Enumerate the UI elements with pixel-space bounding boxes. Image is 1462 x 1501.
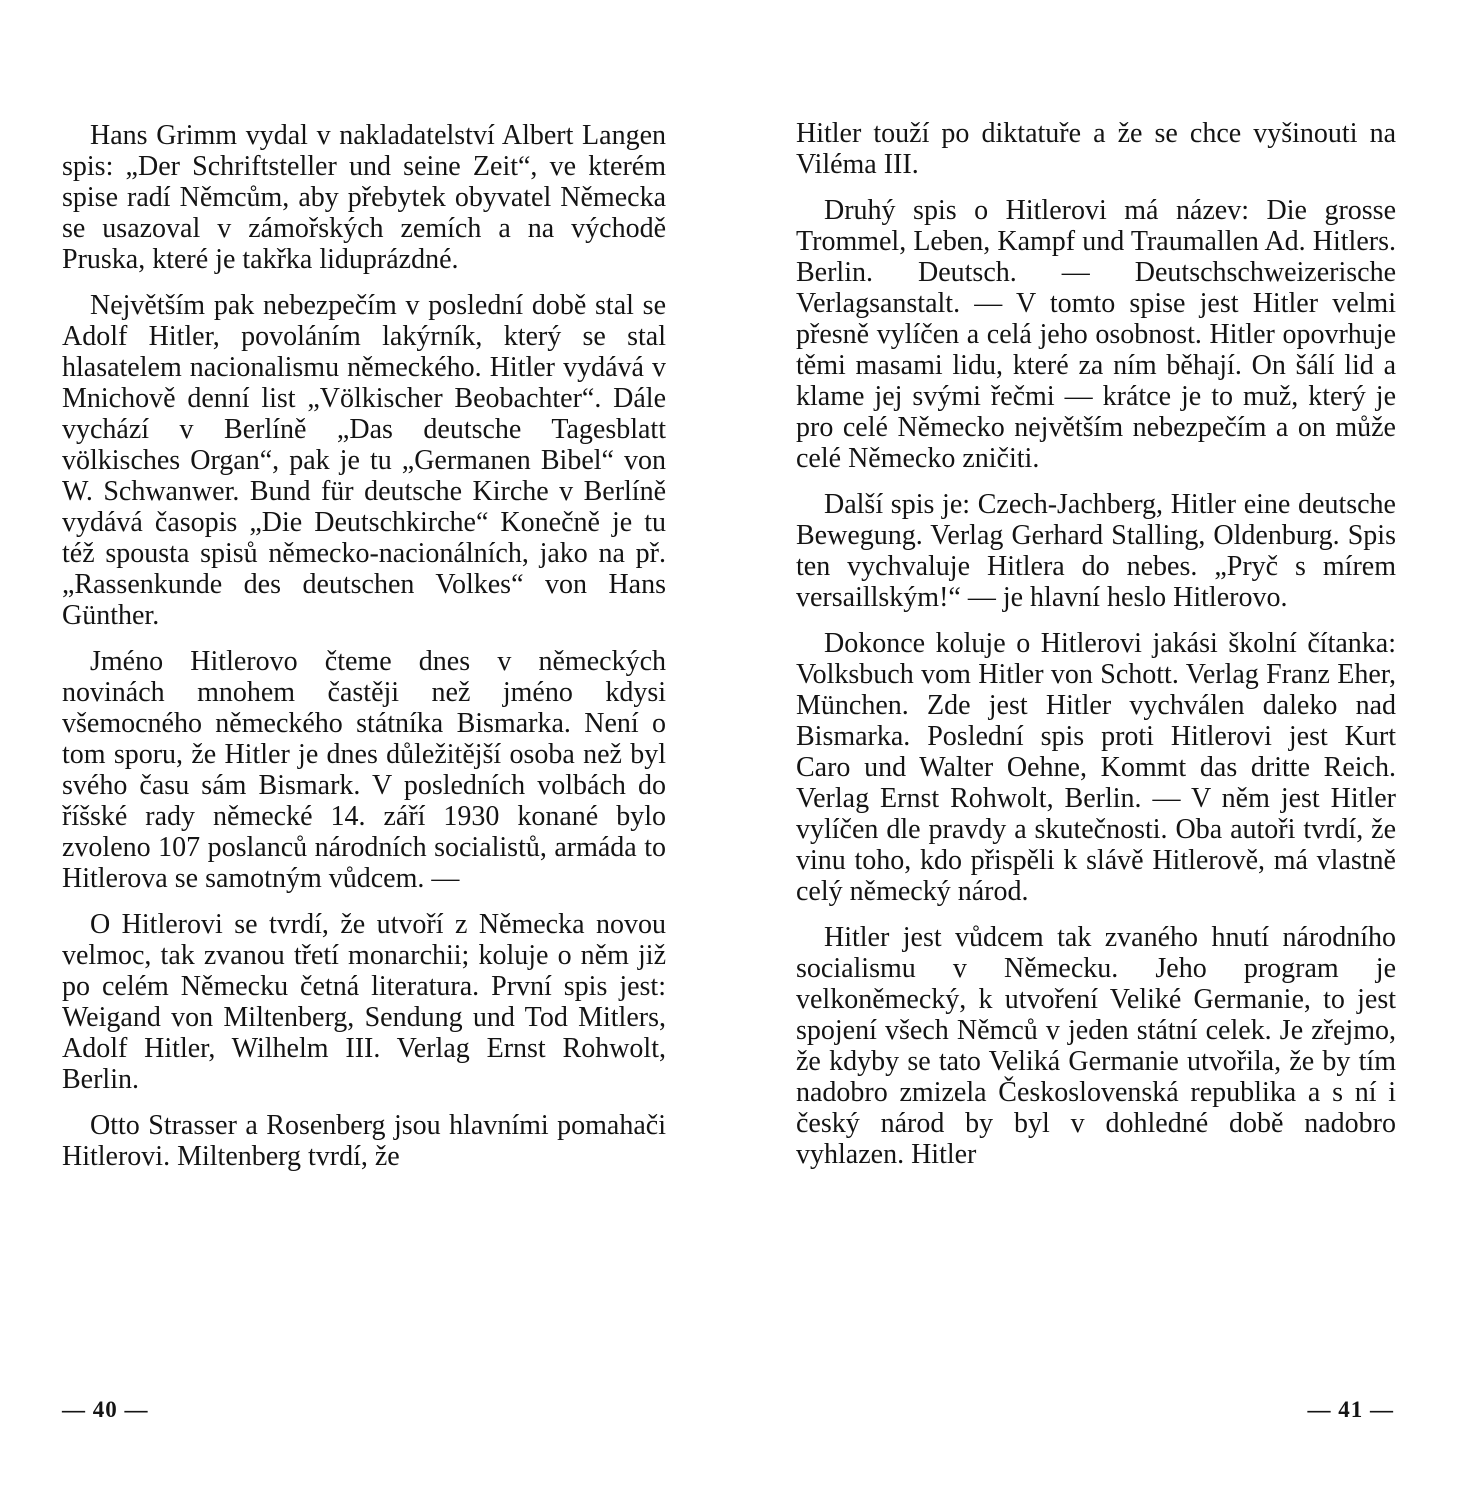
page-number-left: — 40 — <box>62 1397 149 1422</box>
right-page <box>796 0 1396 1501</box>
paragraph: Druhý spis o Hitlerovi má název: Die grosse Trommel, Leben, Kampf und Traumallen Ad. Hitlers. Berlin. Deutsch. — Deutschschweizerische Verlagsanstalt. — V tomto spise jest Hitler velmi přesně vylíčen a celá jeho osobnost. Hitler opovrhuje těmi masami lidu, které za ním běhají. On šálí lid a klame jej svými řečmi — krátce je to muž, který je pro celé Německo největším nebezpečím a on může celé Německo zničiti. <box>796 195 1396 474</box>
page-number-right: — 41 — <box>1307 1397 1394 1422</box>
paragraph: Otto Strasser a Rosenberg jsou hlavními pomahači Hitlerovi. Miltenberg tvrdí, že <box>62 1110 666 1172</box>
paragraph: O Hitlerovi se tvrdí, že utvoří z Německa novou velmoc, tak zvanou třetí monarchii; koluje o něm již po celém Německu četná literatura. První spis jest: Weigand von Miltenberg, Sendung und Tod Mitlers, Adolf Hitler, Wilhelm III. Verlag Ernst Rohwolt, Berlin. <box>62 909 666 1095</box>
paragraph: Další spis je: Czech-Jachberg, Hitler eine deutsche Bewegung. Verlag Gerhard Stalling, Oldenburg. Spis ten vychvaluje Hitlera do nebes. „Pryč s mírem versaillským!“ — je hlavní heslo Hitlerovo. <box>796 489 1396 613</box>
paragraph: Největším pak nebezpečím v poslední době stal se Adolf Hitler, povoláním lakýrník, který se stal hlasatelem nacionalismu německého. Hitler vydává v Mnichově denní list „Völkischer Beobachter“. Dále vychází v Berlíně „Das deutsche Tagesblatt völkisches Organ“, pak je tu „Germanen Bibel“ von W. Schwanwer. Bund für deutsche Kirche v Berlíně vydává časopis „Die Deutschkirche“ Konečně je tu též spousta spisů německo-nacionálních, jako na př. „Rassenkunde des deutschen Volkes“ von Hans Günther. <box>62 290 666 631</box>
paragraph: Hitler jest vůdcem tak zvaného hnutí národního socialismu v Německu. Jeho program je velkoněmecký, k utvoření Veliké Germanie, to jest spojení všech Němců v jeden státní celek. Je zřejmo, že kdyby se tato Veliká Germanie utvořila, že by tím nadobro zmizela Československá republika a s ní i český národ by byl v dohledné době nadobro vyhlazen. Hitler <box>796 922 1396 1170</box>
paragraph: Jméno Hitlerovo čteme dnes v německých novinách mnohem častěji než jméno kdysi všemocného německého státníka Bismarka. Není o tom sporu, že Hitler je dnes důležitější osoba než byl svého času sám Bismark. V posledních volbách do říšské rady německé 14. září 1930 konané bylo zvoleno 107 poslanců národních socialistů, armáda to Hitlerova se samotným vůdcem. — <box>62 646 666 894</box>
paragraph: Dokonce koluje o Hitlerovi jakási školní čítanka: Volksbuch vom Hitler von Schott. Verlag Franz Eher, München. Zde jest Hitler vychválen daleko nad Bismarka. Poslední spis proti Hitlerovi jest Kurt Caro und Walter Oehne, Kommt das dritte Reich. Verlag Ernst Rohwolt, Berlin. — V něm jest Hitler vylíčen dle pravdy a skutečnosti. Oba autoři tvrdí, že vinu toho, kdo přispěli k slávě Hitlerově, má vlastně celý německý národ. <box>796 628 1396 907</box>
paragraph: Hans Grimm vydal v nakladatelství Albert Langen spis: „Der Schriftsteller und seine Zeit“, ve kterém spise radí Němcům, aby přebytek obyvatel Německa se usazoval v zámořských zemích a na východě Pruska, které je takřka liduprázdné. <box>62 120 666 275</box>
left-page-text <box>62 120 666 1187</box>
left-page <box>62 0 666 1501</box>
paragraph-continuation: Hitler touží po diktatuře a že se chce vyšinouti na Viléma III. <box>796 118 1396 180</box>
right-page-text <box>796 118 1396 1185</box>
